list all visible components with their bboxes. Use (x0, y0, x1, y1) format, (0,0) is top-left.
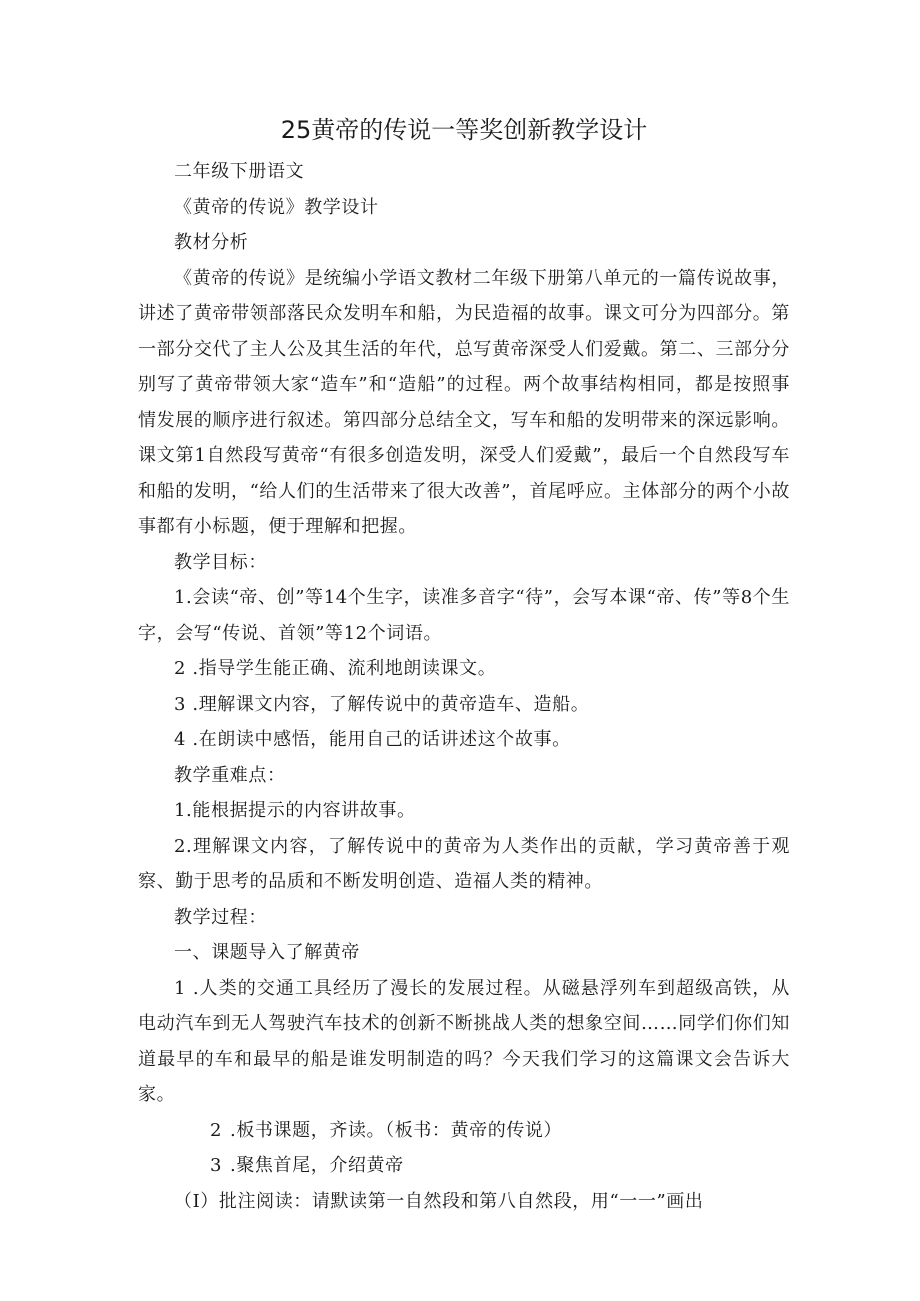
key-points-heading: 教学重难点： (174, 764, 286, 786)
goal-item-2: 2 .指导学生能正确、流利地朗读课文。 (174, 658, 497, 679)
item-number: 3 (210, 1155, 223, 1176)
goal-item-4: 4 .在朗读中感悟，能用自己的话讲述这个故事。 (174, 729, 571, 750)
step-1-heading: 一、课题导入了解黄帝 (174, 942, 360, 963)
goals-heading: 教学目标： (174, 551, 267, 573)
goal-item-1: 1.会读“帝、创”等14个生字，读准多音字“待”，会写本课“帝、传”等8个生字，会写“传说、首领”等12个词语。 (138, 587, 790, 644)
key-point-2: 2.理解课文内容，了解传说中的黄帝为人类作出的贡献，学习黄帝善于观察、勤于思考的品质和不断发明创造、造福人类的精神。 (138, 835, 790, 892)
step-1-item-2 (138, 1113, 790, 1149)
step-1-item-1: 1 .人类的交通工具经历了漫长的发展过程。从磁悬浮列车到超级高铁，从电动汽车到无人驾驶汽车技术的创新不断挑战人类的想象空间……同学们你们知道最早的车和最早的船是谁发明制造的吗？今天我们学习的这篇课文会告诉大家。 (138, 977, 790, 1105)
subtitle-line: 《黄帝的传说》教学设计 (174, 196, 379, 218)
goal-item-3: 3 .理解课文内容，了解传说中的黄帝造车、造船。 (174, 693, 590, 715)
item-text: .聚焦首尾，介绍黄帝 (230, 1155, 404, 1176)
process-heading: 教学过程： (174, 906, 267, 928)
document-title: 25黄帝的传说一等奖创新教学设计 (280, 116, 648, 144)
analysis-paragraph: 《黄帝的传说》是统编小学语文教材二年级下册第八单元的一篇传说故事，讲述了黄帝带领部落民众发明车和船，为民造福的故事。课文可分为四部分。第一部分交代了主人公及其生活的年代，总写黄帝深受人们爱戴。第二、三部分分别写了黄帝带领大家“造车”和“造船”的过程。两个故事结构相同，都是按照事情发展的顺序进行叙述。第四部分总结全文，写车和船的发明带来的深远影响。课文第1自然段写黄帝“有很多创造发明，深受人们爱戴”，最后一个自然段写车和船的发明，“给人们的生活带来了很大改善”，首尾呼应。主体部分的两个小故事都有小标题，便于理解和把握。 (138, 267, 791, 537)
grade-line: 二年级下册语文 (174, 161, 305, 182)
key-point-1: 1.能根据提示的内容讲故事。 (174, 800, 416, 821)
step-1-item-3 (138, 1148, 790, 1184)
step-1-subitem-1: （I）批注阅读：请默读第一自然段和第八自然段，用“一一”画出 (174, 1190, 704, 1212)
item-number: 2 (210, 1119, 223, 1141)
analysis-heading: 教材分析 (174, 232, 249, 253)
item-text: .板书课题，齐读。（板书：黄帝的传说） (230, 1119, 563, 1141)
